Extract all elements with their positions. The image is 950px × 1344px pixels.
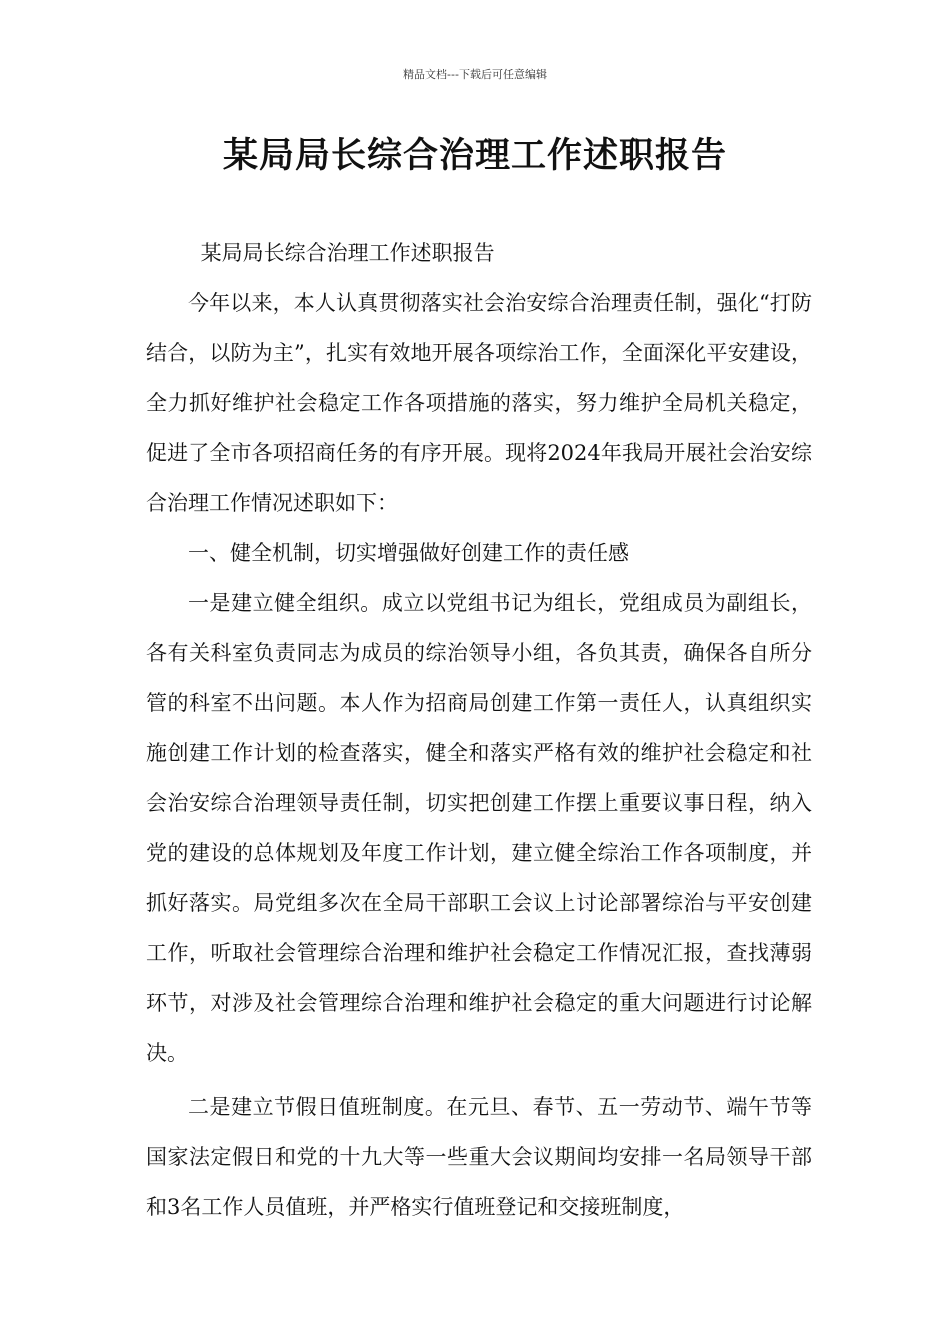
paragraph-intro: 今年以来，本人认真贯彻落实社会治安综合治理责任制，强化“打防结合，以防为主”，扎实有效地开展各项综治工作，全面深化平安建设，全力抓好维护社会稳定工作各项措施的落实，努力维护全局机关稳定，促进了全市各项招商任务的有序开展。现将2024年我局开展社会治安综合治理工作情况述职如下： <box>146 291 812 515</box>
paragraph-holiday-duty: 二是建立节假日值班制度。在元旦、春节、五一劳动节、端午节等国家法定假日和党的十九大等一些重大会议期间均安排一名局领导干部和3名工作人员值班，并严格实行值班登记和交接班制度， <box>146 1095 812 1219</box>
paragraph-organization: 一是建立健全组织。成立以党组书记为组长，党组成员为副组长，各有关科室负责同志为成员的综治领导小组，各负其责，确保各自所分管的科室不出问题。本人作为招商局创建工作第一责任人，认真组织实施创建工作计划的检查落实，健全和落实严格有效的维护社会稳定和社会治安综合治理领导责任制，切实把创建工作摆上重要议事日程，纳入党的建设的总体规划及年度工作计划，建立健全综治工作各项制度，并抓好落实。局党组多次在全局干部职工会议上讨论部署综治与平安创建工作，听取社会管理综合治理和维护社会稳定工作情况汇报，查找薄弱环节，对涉及社会管理综合治理和维护社会稳定的重大问题进行讨论解决。 <box>146 591 812 1065</box>
document-title: 某局局长综合治理工作述职报告 <box>222 136 727 176</box>
document-subtitle: 某局局长综合治理工作述职报告 <box>200 241 495 265</box>
header-note: 精品文档---下载后可任意编辑 <box>403 68 547 81</box>
document-body <box>146 228 812 1232</box>
section-heading-1: 一、健全机制，切实增强做好创建工作的责任感 <box>188 541 629 565</box>
